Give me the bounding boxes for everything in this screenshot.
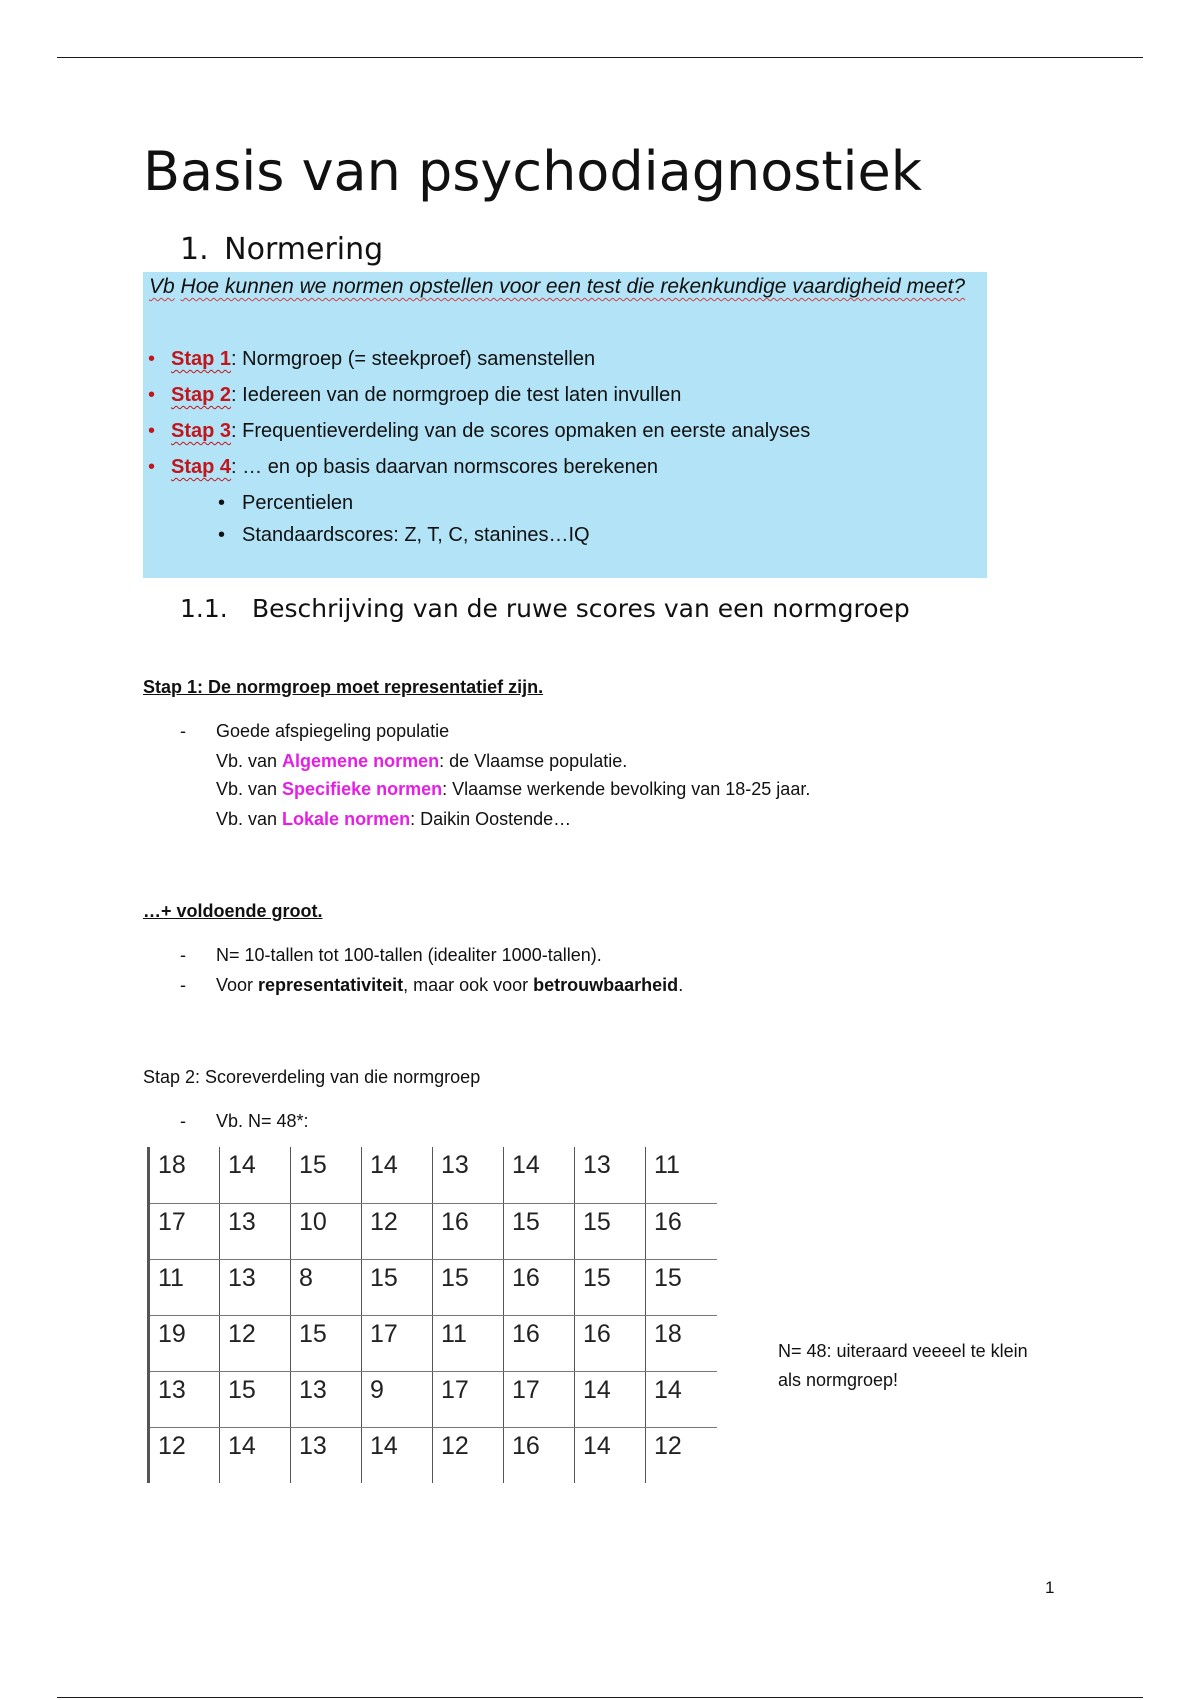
text-run: Voor: [216, 975, 259, 995]
example-line: [216, 751, 627, 772]
dash-marker: -: [180, 975, 186, 995]
groot-point-text: N= 10-tallen tot 100-tallen (idealiter 1000-tallen).: [216, 945, 602, 965]
stap1-point-text: Goede afspiegeling populatie: [216, 721, 450, 741]
norm-term: Algemene normen: [282, 751, 440, 771]
box-question-text: Hoe kunnen we normen opstellen voor een test die rekenkundige vaardigheid meet?: [180, 275, 966, 298]
box-question-lead: Vb: [149, 275, 175, 298]
table-cell: 12: [220, 1315, 291, 1371]
box-question: [149, 275, 965, 299]
subsection-number: 1.1.: [180, 594, 228, 623]
dash-marker: -: [180, 945, 186, 965]
bullet-icon: •: [148, 348, 156, 370]
table-cell: 12: [362, 1203, 433, 1259]
example-rest: : Vlaamse werkende bevolking van 18-25 jaar.: [442, 779, 811, 799]
table-cell: 19: [149, 1315, 220, 1371]
table-cell: 15: [504, 1203, 575, 1259]
table-row: [149, 1147, 717, 1203]
example-box: [143, 272, 987, 578]
stap2-example-text: Vb. N= 48*:: [216, 1111, 309, 1131]
table-cell: 8: [291, 1259, 362, 1315]
page-number: 1: [1045, 1578, 1055, 1597]
section-label: Normering: [224, 232, 384, 267]
substep-text: Standaardscores: Z, T, C, stanines…IQ: [242, 524, 590, 546]
table-cell: 17: [149, 1203, 220, 1259]
table-row: [149, 1259, 717, 1315]
example-line: [216, 809, 571, 830]
table-cell: 12: [646, 1427, 717, 1483]
example-line: [216, 779, 810, 800]
table-cell: 16: [646, 1203, 717, 1259]
table-cell: 13: [149, 1371, 220, 1427]
table-cell: 13: [220, 1259, 291, 1315]
norm-term: Specifieke normen: [282, 779, 443, 799]
step-item: [143, 417, 987, 453]
table-cell: 15: [220, 1371, 291, 1427]
groot-heading: …+ voldoende groot.: [143, 901, 323, 921]
substep-item: [143, 521, 987, 553]
step-text: : Frequentieverdeling van de scores opmaken en eerste analyses: [231, 420, 811, 442]
table-cell: 17: [362, 1315, 433, 1371]
table-cell: 15: [575, 1259, 646, 1315]
step-label: Stap 3: [171, 420, 232, 442]
bold-term: representativiteit: [258, 975, 404, 995]
example-prefix: Vb. van: [216, 779, 283, 799]
table-cell: 16: [575, 1315, 646, 1371]
header-rule: [57, 57, 1143, 58]
table-cell: 15: [433, 1259, 504, 1315]
table-cell: 14: [220, 1427, 291, 1483]
text-run: , maar ook voor: [403, 975, 534, 995]
bullet-icon: •: [148, 456, 156, 478]
step-list: [143, 345, 987, 553]
table-cell: 13: [291, 1427, 362, 1483]
step-item: [143, 345, 987, 381]
section-number: 1.: [180, 232, 209, 267]
table-cell: 13: [291, 1371, 362, 1427]
table-cell: 9: [362, 1371, 433, 1427]
example-rest: : Daikin Oostende…: [410, 809, 572, 829]
subsection-label: Beschrijving van de ruwe scores van een normgroep: [252, 594, 910, 623]
page-title: Basis van psychodiagnostiek: [143, 140, 923, 203]
stap1-heading: Stap 1: De normgroep moet representatief zijn.: [143, 677, 544, 697]
table-cell: 14: [362, 1147, 433, 1203]
table-cell: 14: [362, 1427, 433, 1483]
step-label: Stap 2: [171, 384, 232, 406]
step-label: Stap 1: [171, 348, 232, 370]
subsection-heading: [180, 594, 910, 624]
table-cell: 14: [220, 1147, 291, 1203]
table-cell: 16: [504, 1427, 575, 1483]
step-item: [143, 453, 987, 489]
table-row: [149, 1427, 717, 1483]
table-cell: 13: [575, 1147, 646, 1203]
groot-point-text: [216, 975, 683, 996]
table-cell: 11: [433, 1315, 504, 1371]
table-cell: 15: [291, 1147, 362, 1203]
table-cell: 14: [504, 1147, 575, 1203]
table-cell: 16: [504, 1259, 575, 1315]
dash-marker: -: [180, 1111, 186, 1131]
substep-text: Percentielen: [242, 492, 354, 514]
example-rest: : de Vlaamse populatie.: [439, 751, 628, 771]
table-cell: 16: [433, 1203, 504, 1259]
table-cell: 18: [646, 1315, 717, 1371]
table-cell: 16: [504, 1315, 575, 1371]
footer-rule: [57, 1697, 1143, 1698]
bullet-icon: •: [218, 492, 226, 514]
step-text: : Normgroep (= steekproef) samenstellen: [231, 348, 596, 370]
table-cell: 12: [433, 1427, 504, 1483]
stap2-heading: Stap 2: Scoreverdeling van die normgroep: [143, 1067, 481, 1087]
table-cell: 14: [575, 1427, 646, 1483]
table-cell: 14: [646, 1371, 717, 1427]
bullet-icon: •: [148, 384, 156, 406]
example-prefix: Vb. van: [216, 809, 283, 829]
table-cell: 10: [291, 1203, 362, 1259]
bullet-icon: •: [218, 524, 226, 546]
bullet-icon: •: [148, 420, 156, 442]
step-text: : Iedereen van de normgroep die test laten invullen: [231, 384, 682, 406]
table-cell: 13: [220, 1203, 291, 1259]
table-cell: 18: [149, 1147, 220, 1203]
substep-item: [143, 489, 987, 521]
table-row: [149, 1315, 717, 1371]
table-cell: 15: [362, 1259, 433, 1315]
step-item: [143, 381, 987, 417]
section-heading-normering: [180, 232, 383, 268]
text-run: .: [678, 975, 684, 995]
step-label: Stap 4: [171, 456, 232, 478]
table-cell: 17: [504, 1371, 575, 1427]
table-row: [149, 1371, 717, 1427]
table-cell: 15: [575, 1203, 646, 1259]
score-table: [147, 1147, 717, 1483]
table-cell: 15: [646, 1259, 717, 1315]
table-cell: 12: [158, 1431, 186, 1460]
norm-term: Lokale normen: [282, 809, 411, 829]
sidenote: N= 48: uiteraard veeeel te klein als normgroep!: [778, 1341, 1028, 1390]
bold-term: betrouwbaarheid: [533, 975, 679, 995]
step-text: : … en op basis daarvan normscores berekenen: [231, 456, 658, 478]
table-cell: 13: [433, 1147, 504, 1203]
dash-marker: -: [180, 721, 186, 741]
table-cell: 14: [575, 1371, 646, 1427]
table-cell: 17: [433, 1371, 504, 1427]
table-cell: 11: [646, 1147, 717, 1203]
table-cell: 11: [149, 1259, 220, 1315]
example-prefix: Vb. van: [216, 751, 283, 771]
table-row: [149, 1203, 717, 1259]
table-cell: 15: [291, 1315, 362, 1371]
